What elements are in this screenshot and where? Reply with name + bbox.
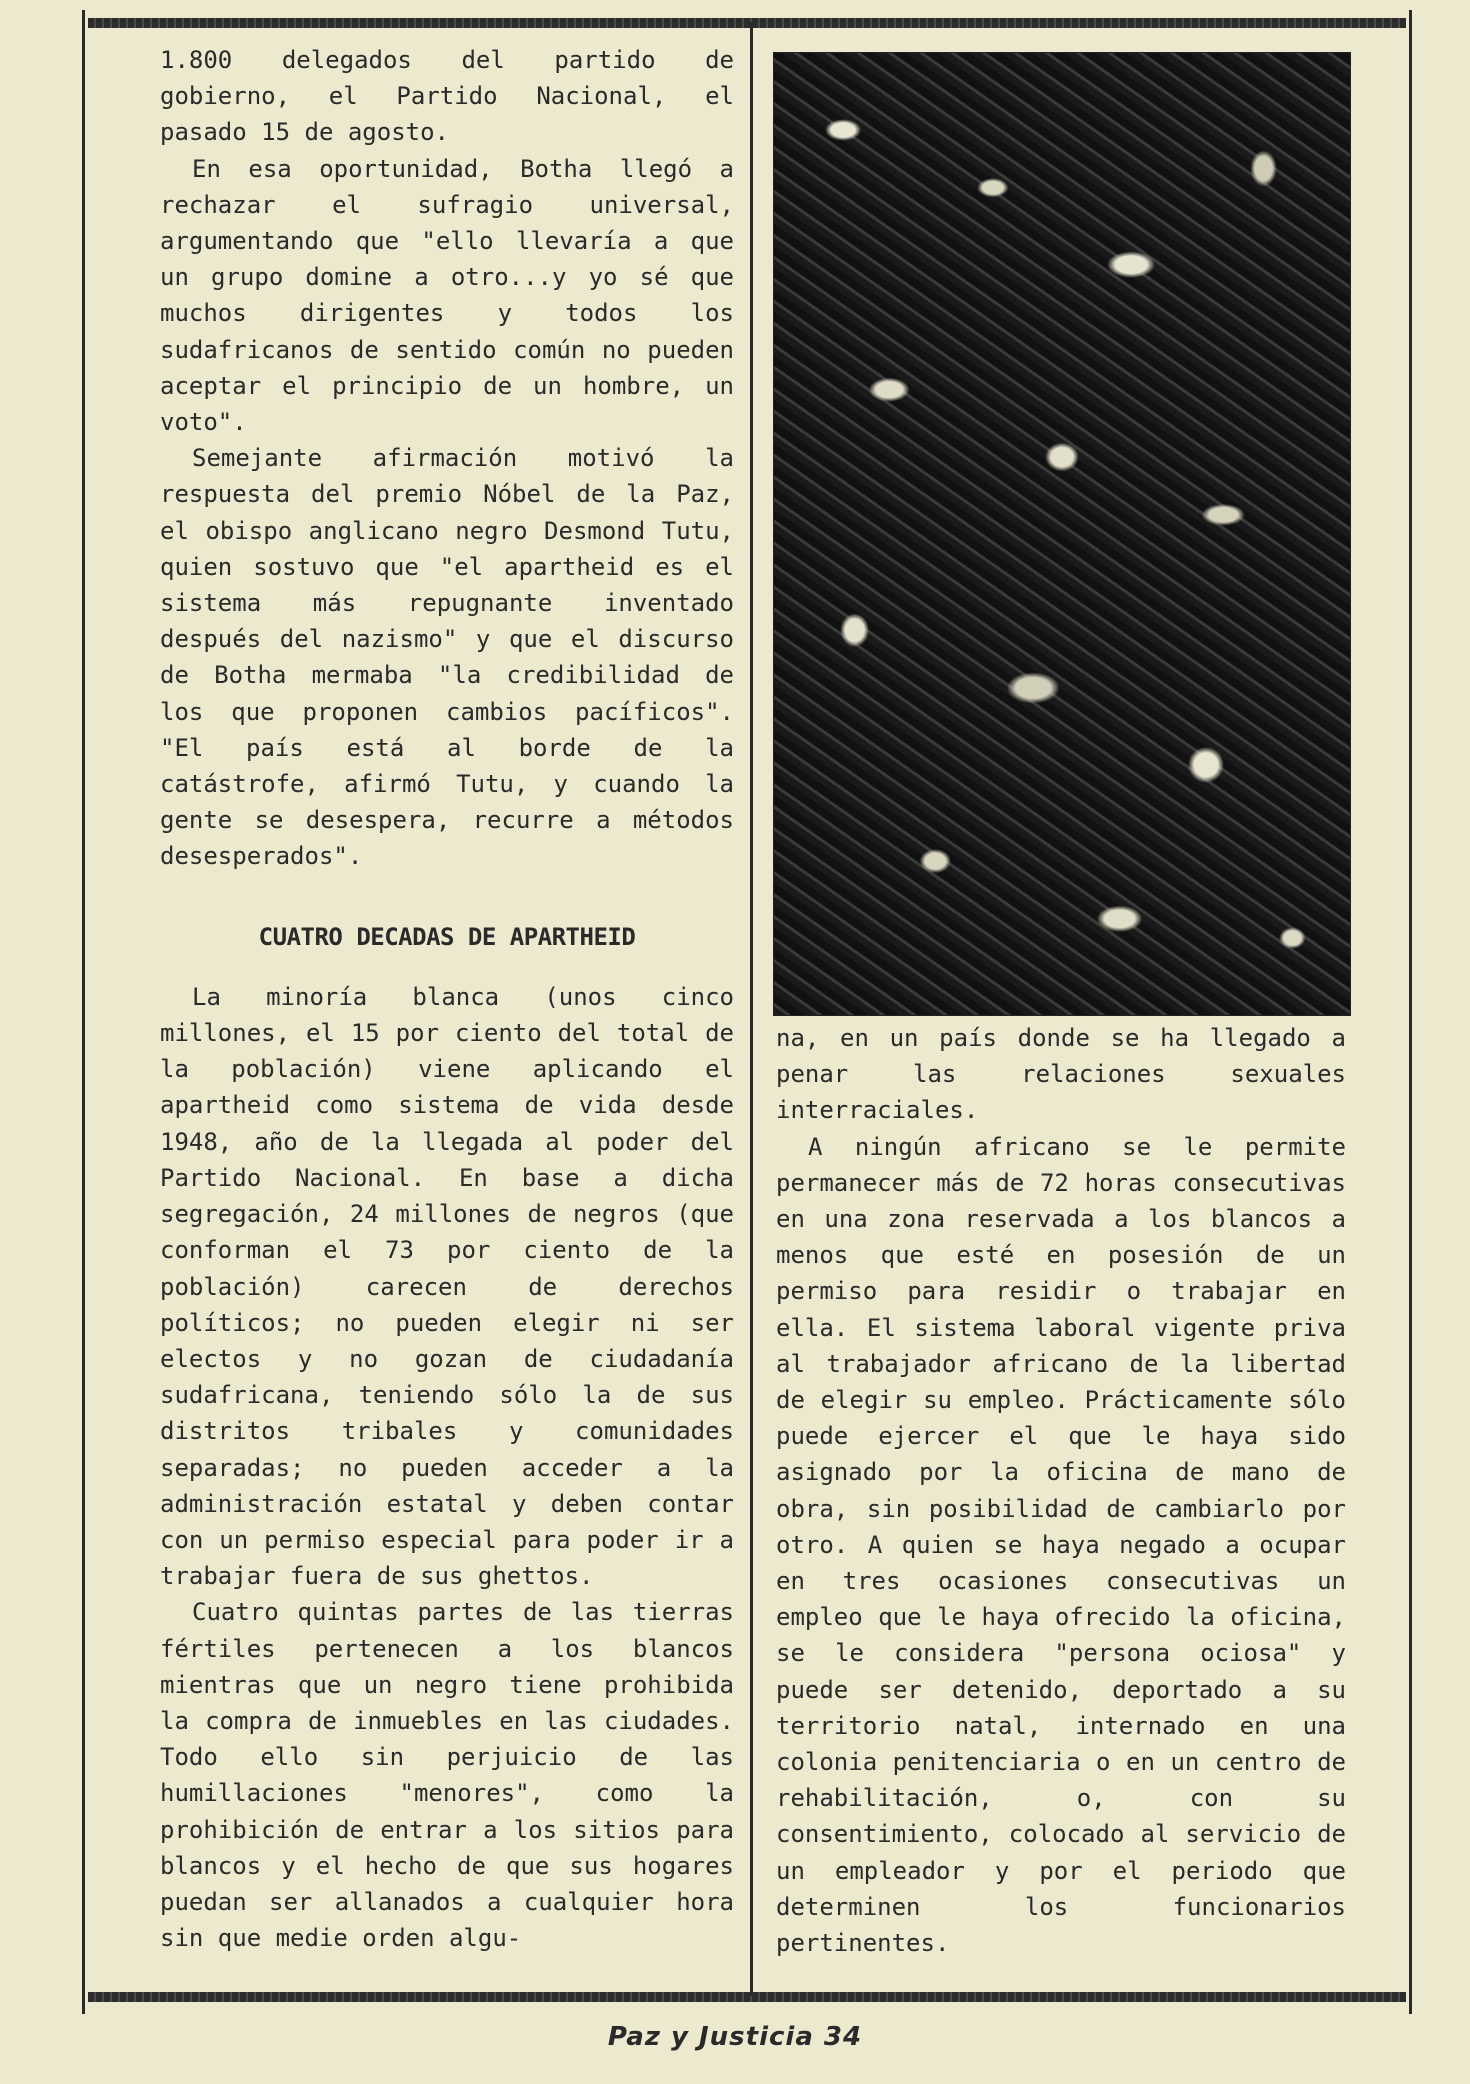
paragraph: Semejante afirmación motivó la respuesta del premio Nóbel de la Paz, el obispo anglicano negro Desmond Tutu, quien sostuvo que "el apartheid es el sistema más repugnante inventado después del nazismo" y que el discurso de Botha mermaba "la credibilidad de los que proponen cambios pacíficos". "El país está al borde de la catástrofe, afirmó Tutu, y cuando la gente se desespera, recurre a métodos desesperados". [160, 444, 734, 871]
right-column [776, 1020, 1346, 1961]
crowd-photo [773, 52, 1351, 1016]
page-footer: Paz y Justicia 34 [607, 2022, 863, 2052]
bottom-border-rule [88, 1992, 1406, 2002]
paragraph: La minoría blanca (unos cinco millones, el 15 por ciento del total de la población) viene aplicando el apartheid como sistema de vida desde 1948, año de la llegada al poder del Partido Nacional. En base a dicha segregación, 24 millones de negros (que conforman el 73 por ciento de la población) carecen de derechos políticos; no pueden elegir ni ser electos y no gozan de ciudadanía sudafricana, teniendo sólo la de sus distritos tribales y comunidades separadas; no pueden acceder a la administración estatal y deben contar con un permiso especial para poder ir a trabajar fuera de sus ghettos. [160, 982, 734, 1591]
paragraph: En esa oportunidad, Botha llegó a rechazar el sufragio universal, argumentando que "ello llevaría a que un grupo domine a otro...y yo sé que muchos dirigentes y todos los sudafricanos de sentido común no pueden aceptar el principio de un hombre, un voto". [160, 154, 734, 437]
top-border-rule [88, 18, 1406, 28]
section-heading: CUATRO DECADAS DE APARTHEID [258, 922, 636, 951]
paragraph: na, en un país donde se ha llegado a penar las relaciones sexuales interraciales. [776, 1024, 1346, 1125]
column-divider [750, 22, 753, 1996]
paragraph: A ningún africano se le permite permanecer más de 72 horas consecutivas en una zona reservada a los blancos a menos que esté en posesión de un permiso para residir o trabajar en ella. El sistema laboral vigente priva al trabajador africano de la libertad de elegir su empleo. Prácticamente sólo puede ejercer el que le haya sido asignado por la oficina de mano de obra, sin posibilidad de cambiarlo por otro. A quien se haya negado a ocupar en tres ocasiones consecutivas un empleo que le haya ofrecido la oficina, se le considera "persona ociosa" y puede ser detenido, deportado a su territorio natal, internado en una colonia penitenciaria o en un centro de rehabilitación, o, con su consentimiento, colocado al servicio de un empleador y por el periodo que determinen los funcionarios pertinentes. [776, 1132, 1346, 1958]
paragraph: 1.800 delegados del partido de gobierno, el Partido Nacional, el pasado 15 de agosto. [160, 46, 734, 147]
left-column [160, 42, 734, 1956]
paragraph: Cuatro quintas partes de las tierras fértiles pertenecen a los blancos mientras que un negro tiene prohibida la compra de inmuebles en las ciudades. Todo ello sin perjuicio de las humillaciones "menores", como la prohibición de entrar a los sitios para blancos y el hecho de que sus hogares puedan ser allanados a cualquier hora sin que medie orden algu- [160, 1598, 734, 1953]
